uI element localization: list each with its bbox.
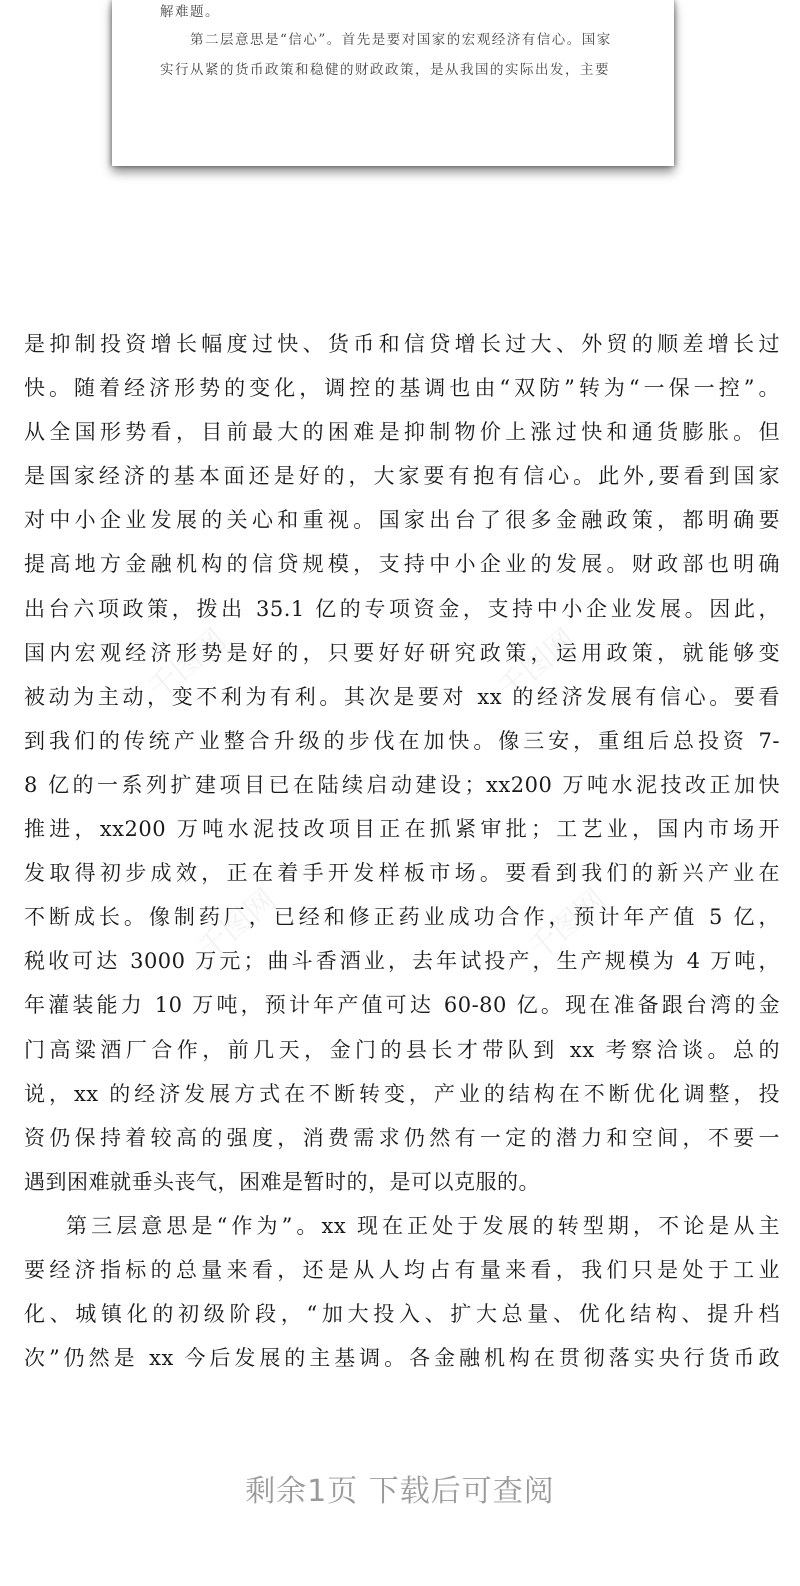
body-line: 到我们的传统产业整合升级的步伐在加快。像三安，重组后总投资 7- xyxy=(24,728,780,753)
body-line: 是抑制投资增长幅度过快、货币和信贷增长过大、外贸的顺差增长过 xyxy=(24,332,780,356)
body-line: 次”仍然是 xx 今后发展的主基调。各金融机构在贯彻落实央行货币政 xyxy=(24,1346,780,1371)
body-line: 资仍保持着较高的强度，消费需求仍然有一定的潜力和空间，不要一 xyxy=(24,1125,780,1150)
body-line: 门高粱酒厂合作，前几天，金门的县长才带队到 xx 考察洽谈。总的 xyxy=(24,1037,780,1062)
body-line: 第三层意思是“作为”。xx 现在正处于发展的转型期，不论是从主 xyxy=(66,1213,780,1238)
body-line: 提高地方金融机构的信贷规模，支持中小企业的发展。财政部也明确 xyxy=(24,552,780,577)
remaining-pages-notice[interactable]: 剩余1页 下载后可查阅 xyxy=(245,1474,555,1509)
body-line: 年灌装能力 10 万吨，预计年产值可达 60-80 亿。现在准备跟台湾的金 xyxy=(24,993,780,1018)
body-line: 不断成长。像制药厂，已经和修正药业成功合作，预计年产值 5 亿， xyxy=(24,905,780,930)
card-text-line: 第二层意思是“信心”。首先是要对国家的宏观经济有信心。国家 xyxy=(190,32,612,48)
body-line: 遇到困难就垂头丧气，困难是暂时的，是可以克服的。 xyxy=(24,1169,540,1194)
body-line: 要经济指标的总量来看，还是从人均占有量来看，我们只是处于工业 xyxy=(24,1257,780,1282)
watermark: 千图网 xyxy=(141,622,233,708)
body-line: 税收可达 3000 万元；曲斗香酒业，去年试投产，生产规模为 4 万吨， xyxy=(24,949,780,974)
body-line: 发取得初步成效，正在着手开发样板市场。要看到我们的新兴产业在 xyxy=(24,861,780,886)
body-line: 被动为主动，变不利为有利。其次是要对 xx 的经济发展有信心。要看 xyxy=(24,684,780,709)
card-text-line: 解难题。 xyxy=(160,4,220,20)
watermark: 千图网 xyxy=(491,622,583,708)
watermark: 千图网 xyxy=(191,882,283,968)
document-body xyxy=(24,322,780,1380)
body-line: 从全国形势看，目前最大的困难是抑制物价上涨过快和通货膨胀。但 xyxy=(24,420,780,445)
body-line: 推进，xx200 万吨水泥技改项目正在抓紧审批；工艺业，国内市场开 xyxy=(24,817,780,842)
body-line: 说，xx 的经济发展方式在不断转变，产业的结构在不断优化调整，投 xyxy=(24,1081,780,1106)
body-line: 出台六项政策，拨出 35.1 亿的专项资金，支持中小企业发展。因此， xyxy=(24,596,780,621)
watermark: 千图网 xyxy=(521,882,613,968)
body-line: 对中小企业发展的关心和重视。国家出台了很多金融政策，都明确要 xyxy=(24,508,780,533)
body-line: 快。随着经济形势的变化，调控的基调也由“双防”转为“一保一控”。 xyxy=(24,376,780,401)
body-line: 8 亿的一系列扩建项目已在陆续启动建设；xx200 万吨水泥技改正加快 xyxy=(24,772,780,797)
body-line: 是国家经济的基本面还是好的，大家要有抱有信心。此外,要看到国家 xyxy=(24,464,780,489)
card-text-line: 实行从紧的货币政策和稳健的财政政策，是从我国的实际出发，主要 xyxy=(160,62,610,78)
body-line: 国内宏观经济形势是好的，只要好好研究政策，运用政策，就能够变 xyxy=(24,640,780,665)
preview-page-card xyxy=(112,0,674,166)
body-line: 化、城镇化的初级阶段，“加大投入、扩大总量、优化结构、提升档 xyxy=(24,1302,780,1327)
